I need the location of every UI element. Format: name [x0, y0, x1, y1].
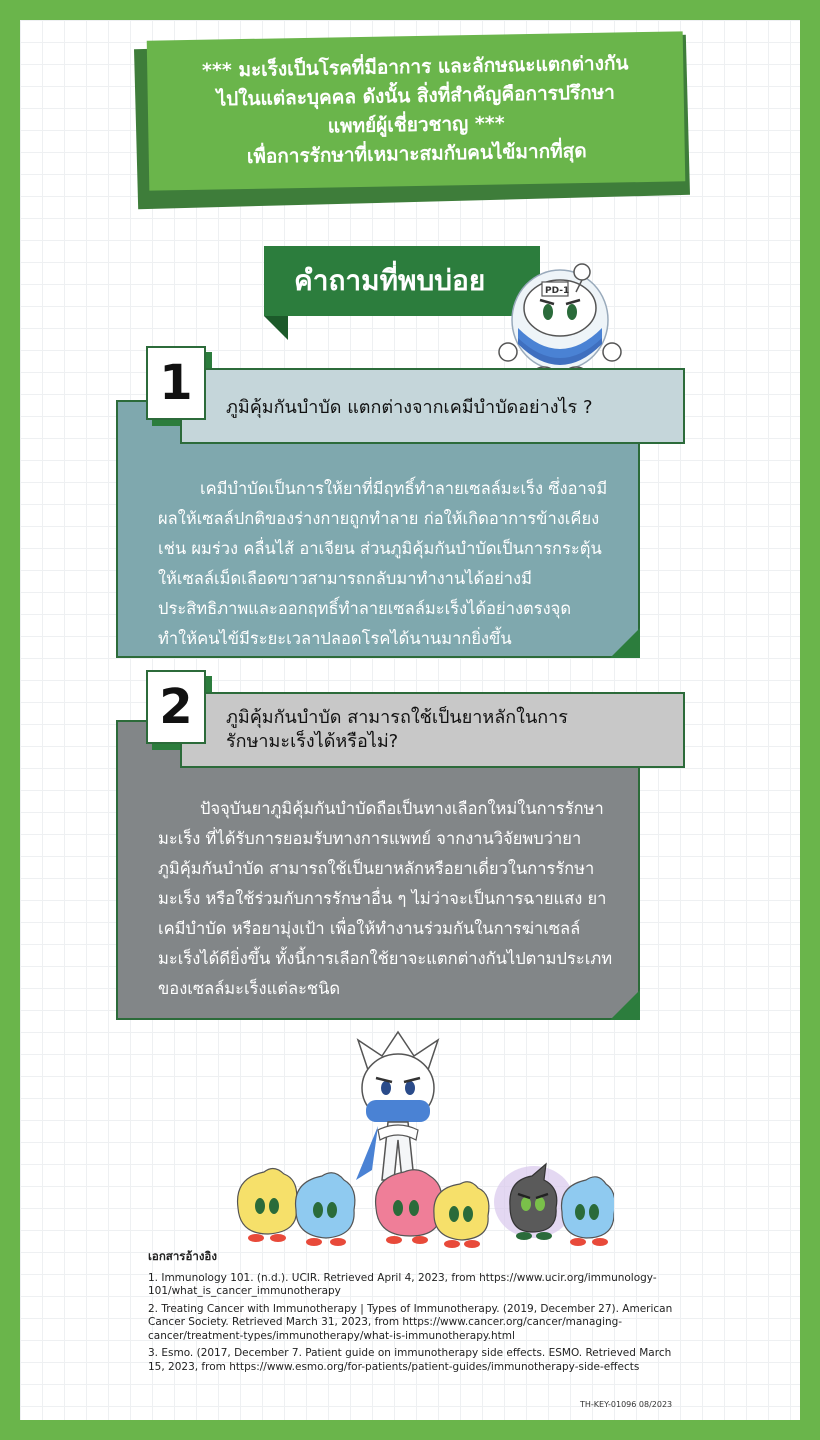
- references-heading: เอกสารอ้างอิง: [148, 1249, 217, 1263]
- pd1-mascot-illustration: [490, 248, 630, 378]
- answer-text-1: เคมีบำบัดเป็นการให้ยาที่มีฤทธิ์ทำลายเซลล์มะเร็ง ซึ่งอาจมีผลให้เซลล์ปกติของร่างกายถูกทำลาย ก่อให้เกิดอาการข้างเคียง เช่น ผมร่วง คลื่นไส้ อาเจียน ส่วนภูมิคุ้มกันบำบัดเป็นการกระตุ้นให้เซลล์เม็ดเลือดขาวสามารถกลับมาทำงานได้อย่างมีประสิทธิภาพและออกฤทธิ์ทำลายเซลล์มะเร็งได้อย่างตรงจุด ทำให้คนไข้มีระยะเวลาปลอดโรคได้นานมากยิ่งขึ้น: [158, 479, 608, 648]
- banner-line: ไปในแต่ละบุคคล ดังนั้น สิ่งที่สำคัญคือการปรึกษา: [216, 81, 616, 111]
- yellow-cell-1: [238, 1168, 297, 1242]
- banner-line: เพื่อการรักษาที่เหมาะสมกับคนไข้มากที่สุด: [246, 140, 587, 168]
- answer-text-2: ปัจจุบันยาภูมิคุ้มกันบำบัดถือเป็นทางเลือกใหม่ในการรักษามะเร็ง ที่ได้รับการยอมรับทางการแพทย์ จากงานวิจัยพบว่ายาภูมิคุ้มกันบำบัด สามารถใช้เป็นยาหลักหรือยาเดี่ยวในการรักษามะเร็ง หรือใช้ร่วมกับการรักษาอื่น ๆ ไม่ว่าจะเป็นการฉายแสง ยาเคมีบำบัด หรือยามุ่งเป้า เพื่อให้ทำงานร่วมกันในการฆ่าเซลล์มะเร็งได้ดียิ่งขึ้น ทั้งนี้การเลือกใช้ยาจะแตกต่างกันไปตามประเภทของเซลล์มะเร็งแต่ละชนิด: [158, 799, 613, 998]
- question-text-2a: ภูมิคุ้มกันบำบัด สามารถใช้เป็นยาหลักในการ: [226, 707, 568, 728]
- blue-cell-1: [296, 1173, 355, 1246]
- reference-item: 3. Esmo. (2017, December 7. Patient guide on immunotherapy side effects. ESMO. Retrieved March 15, 2023, from https://www.esmo.org/for-patients/patient-guides/immunotherapy-side-effects: [148, 1347, 672, 1373]
- number-badge-1: 1: [146, 346, 206, 420]
- pd1-tag-text: PD-1: [545, 286, 570, 296]
- card-fold-1: [610, 628, 640, 658]
- cells-illustration: [234, 1158, 614, 1248]
- infographic-page: [20, 20, 800, 1420]
- yellow-cell-2: [434, 1182, 489, 1248]
- question-box-1: [180, 368, 685, 444]
- faq-heading-fold: [264, 316, 288, 340]
- question-box-2: [180, 692, 685, 768]
- question-text-2b: รักษามะเร็งได้หรือไม่?: [226, 731, 399, 752]
- faq-heading: คำถามที่พบบ่อย: [264, 246, 540, 316]
- reference-item: 1. Immunology 101. (n.d.). UCIR. Retrieved April 4, 2023, from https://www.ucir.org/immunology-101/what_is_cancer_immunotherapy: [148, 1271, 657, 1297]
- blue-cell-2: [562, 1177, 615, 1246]
- banner-line: *** มะเร็งเป็นโรคที่มีอาการ และลักษณะแตกต่างกัน: [201, 52, 629, 82]
- document-code: TH-KEY-01096 08/2023: [580, 1400, 673, 1409]
- references-section: [148, 1250, 680, 1378]
- reference-item: 2. Treating Cancer with Immunotherapy | Types of Immunotherapy. (2019, December 27). American Cancer Society. Retrieved March 31, 2023, from https://www.cancer.org/cancer/managing-cancer/treatment-types/immunotherapy/what-is-immunotherapy.html: [148, 1302, 673, 1342]
- question-text-1: ภูมิคุ้มกันบำบัด แตกต่างจากเคมีบำบัดอย่างไร ?: [226, 396, 593, 418]
- warning-banner: [147, 31, 686, 190]
- banner-line: แพทย์ผู้เชี่ยวชาญ ***: [327, 112, 505, 138]
- pink-cell: [376, 1170, 442, 1244]
- card-fold-2: [610, 990, 640, 1020]
- number-badge-2: 2: [146, 670, 206, 744]
